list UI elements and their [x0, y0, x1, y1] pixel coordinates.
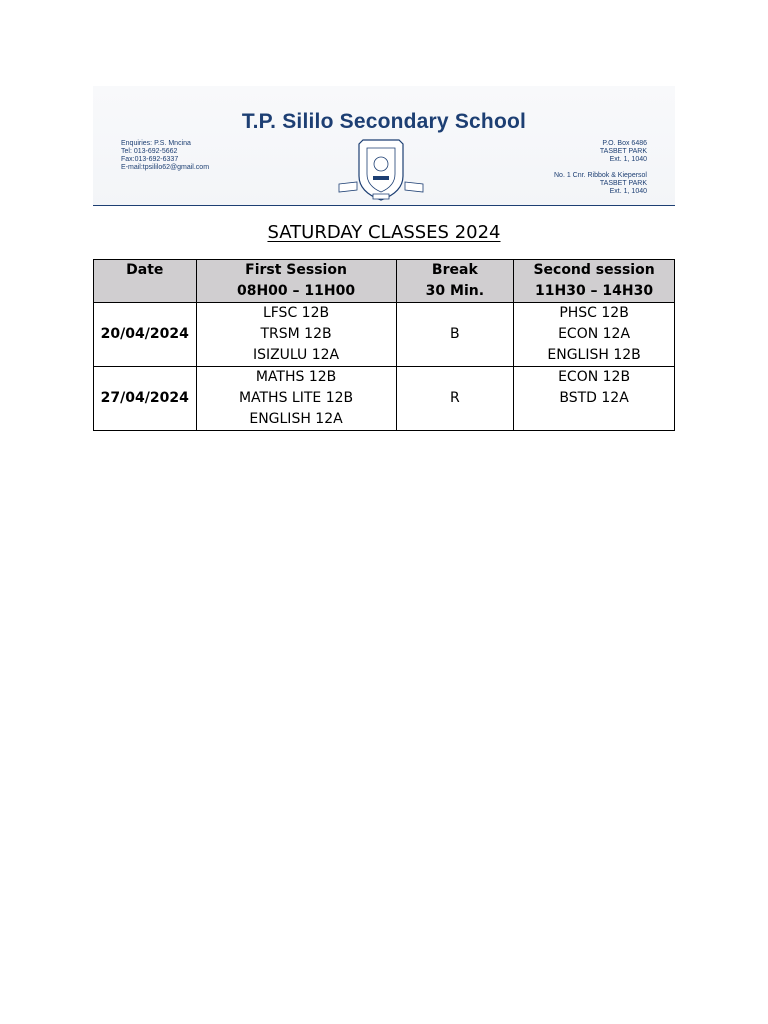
school-crest-logo — [333, 136, 429, 202]
letterhead — [93, 86, 675, 206]
row-date: 20/04/2024 — [94, 303, 197, 367]
table-header-row — [94, 260, 675, 303]
subject-item: ECON 12B — [558, 369, 631, 385]
header-date-label: Date — [126, 262, 164, 278]
row-break: R — [396, 367, 514, 431]
document-title: SATURDAY CLASSES 2024 — [267, 222, 501, 243]
subject-item: TRSM 12B — [260, 326, 332, 342]
header-second-session-label: Second session — [533, 262, 655, 278]
contact-address-block — [554, 140, 647, 196]
street-address-text: No. 1 Cnr. Ribbok & Kiepersol — [554, 172, 647, 179]
header-break — [396, 260, 514, 303]
subject-item: PHSC 12B — [559, 305, 629, 321]
subject-item: BSTD 12A — [559, 390, 629, 406]
header-break-duration: 30 Min. — [425, 283, 485, 299]
subject-item: ENGLISH 12A — [249, 411, 343, 427]
row-break: B — [396, 303, 514, 367]
row-second-session — [514, 367, 675, 431]
table-row — [94, 367, 675, 431]
header-date — [94, 260, 197, 303]
letterhead-divider — [93, 205, 675, 206]
header-first-session-label: First Session — [245, 262, 347, 278]
subject-item: ENGLISH 12B — [547, 347, 641, 363]
street-area-text: TASBET PARK — [599, 180, 647, 187]
subject-item: MATHS LITE 12B — [238, 390, 354, 406]
header-break-label: Break — [431, 262, 478, 278]
row-first-session — [196, 303, 396, 367]
school-name: T.P. Sililo Secondary School — [241, 110, 527, 133]
street-ext-text: Ext. 1, 1040 — [609, 188, 647, 195]
subject-item: MATHS 12B — [255, 369, 337, 385]
header-second-session — [514, 260, 675, 303]
header-first-session — [196, 260, 396, 303]
subject-item: ECON 12A — [558, 326, 631, 342]
subject-item: LFSC 12B — [262, 305, 330, 321]
po-box-text: P.O. Box 6486 — [602, 140, 647, 147]
row-second-session — [514, 303, 675, 367]
saturday-classes-table — [93, 259, 675, 431]
enquiries-text: Enquiries: P.S. Mncina — [121, 140, 191, 147]
po-ext-text: Ext. 1, 1040 — [609, 156, 647, 163]
email-text: E-mail:tpsililo62@gmail.com — [121, 164, 210, 171]
telephone-text: Tel: 013-692-5662 — [121, 148, 178, 155]
contact-enquiries-block — [121, 140, 209, 172]
row-date: 27/04/2024 — [94, 367, 197, 431]
po-area-text: TASBET PARK — [599, 148, 647, 155]
header-second-session-time: 11H30 – 14H30 — [535, 283, 654, 299]
table-row — [94, 303, 675, 367]
row-first-session — [196, 367, 396, 431]
header-first-session-time: 08H00 – 11H00 — [236, 283, 356, 299]
subject-item: ISIZULU 12A — [252, 347, 340, 363]
fax-text: Fax:013-692-6337 — [121, 156, 179, 163]
